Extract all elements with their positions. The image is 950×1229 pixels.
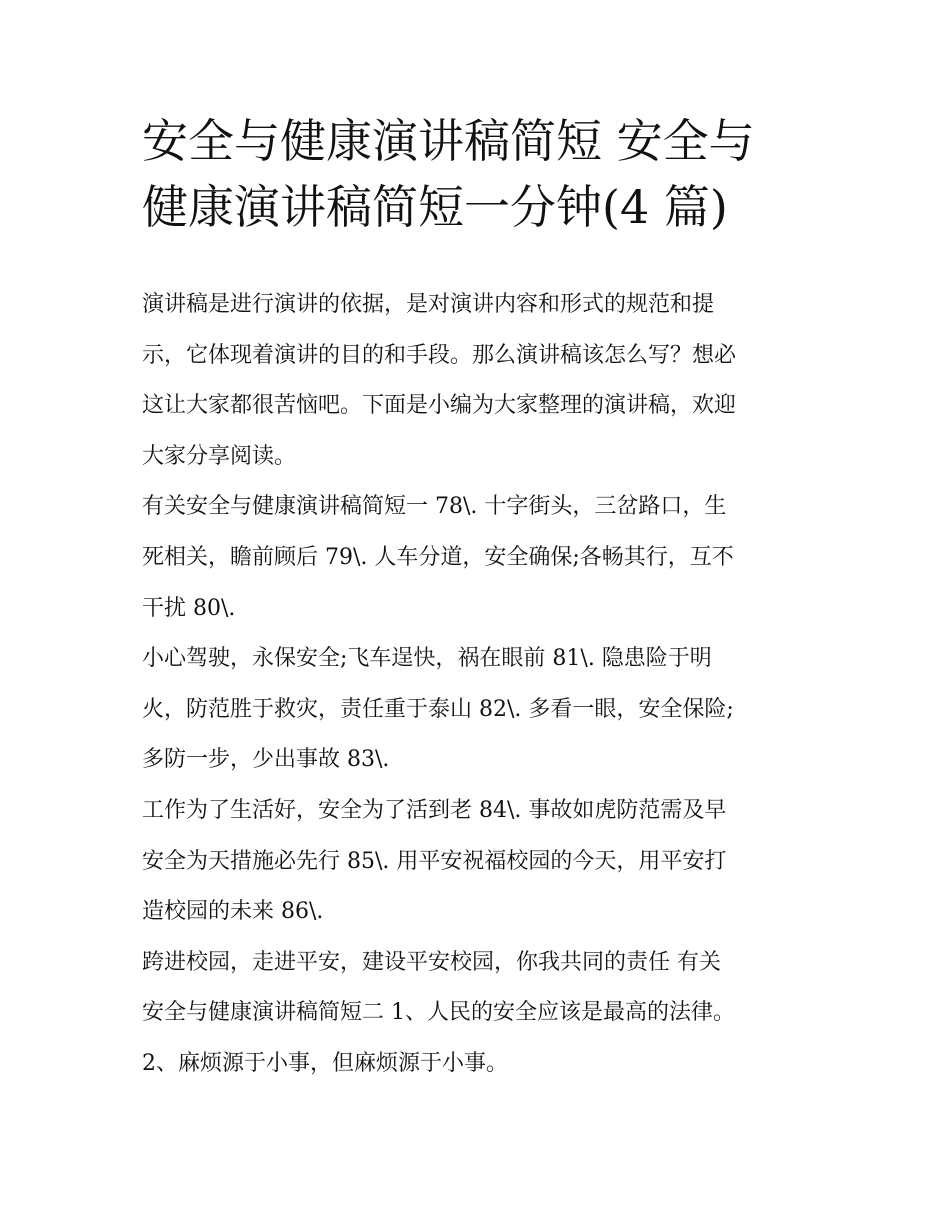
body-line: 有关安全与健康演讲稿简短一 78\. 十字街头，三岔路口，生	[142, 494, 727, 520]
body-line: 跨进校园，走进平安，建设平安校园，你我共同的责任 有关	[142, 949, 721, 975]
body-line: 安全为天措施必先行 85\. 用平安祝福校园的今天，用平安打	[142, 848, 727, 874]
body-line: 安全与健康演讲稿简短二 1、人民的安全应该是最高的法律。	[142, 1000, 735, 1026]
body-line: 火，防范胜于救灾，责任重于泰山 82\. 多看一眼，安全保险;	[142, 696, 734, 722]
body-line: 多防一步，少出事故 83\.	[142, 747, 390, 773]
body-line: 死相关，瞻前顾后 79\. 人车分道，安全确保;各畅其行，互不	[142, 544, 734, 570]
title-line: 安全与健康演讲稿简短 安全与	[142, 114, 755, 168]
body-line: 干扰 80\.	[142, 595, 236, 621]
body-line: 造校园的未来 86\.	[142, 899, 324, 925]
body-line: 演讲稿是进行演讲的依据，是对演讲内容和形式的规范和提	[142, 292, 715, 317]
document-title	[142, 116, 822, 248]
body-line: 大家分享阅读。	[142, 443, 297, 469]
body-line: 2、麻烦源于小事，但麻烦源于小事。	[142, 1050, 508, 1076]
body-line: 工作为了生活好，安全为了活到老 84\. 事故如虎防范需及早	[142, 797, 727, 823]
body-line: 小心驾驶，永保安全;飞车逞快，祸在眼前 81\. 隐患险于明	[142, 646, 712, 672]
body-line: 这让大家都很苦恼吧。下面是小编为大家整理的演讲稿，欢迎	[142, 393, 737, 419]
body-line: 示，它体现着演讲的目的和手段。那么演讲稿该怎么写？想必	[142, 342, 737, 368]
title-line: 健康演讲稿简短一分钟(4 篇)	[142, 180, 728, 234]
document-body	[142, 280, 842, 1090]
